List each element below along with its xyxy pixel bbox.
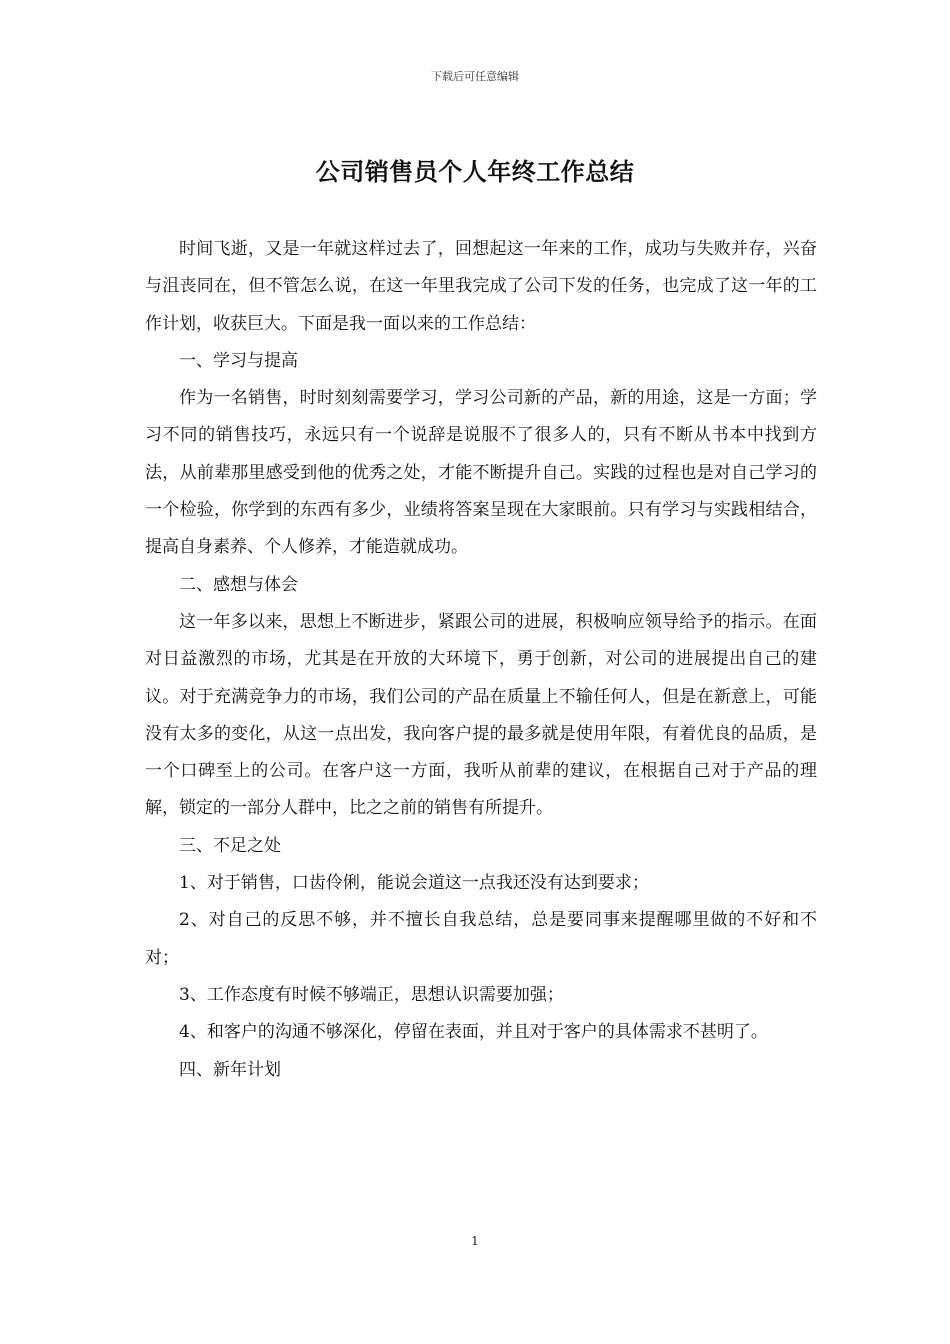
document-body <box>145 231 817 1089</box>
shortcoming-item-3: 3、工作态度有时候不够端正，思想认识需要加强； <box>179 984 564 1005</box>
section-heading-reflections: 二、感想与体会 <box>179 574 298 595</box>
document-title: 公司销售员个人年终工作总结 <box>315 157 635 186</box>
section-heading-shortcomings: 三、不足之处 <box>179 835 281 856</box>
section-heading-new-year-plan: 四、新年计划 <box>179 1059 281 1080</box>
reflections-paragraph: 这一年多以来，思想上不断进步，紧跟公司的进展，积极响应领导给予的指示。在面对日益激烈的市场，尤其是在开放的大环境下，勇于创新，对公司的进展提出自己的建议。对于充满竞争力的市场，我们公司的产品在质量上不输任何人，但是在新意上，可能没有太多的变化，从这一点出发，我向客户提的最多就是使用年限，有着优良的品质，是一个口碑至上的公司。在客户这一方面，我听从前辈的建议，在根据自己对于产品的理解，锁定的一部分人群中，比之之前的销售有所提升。 <box>145 611 817 819</box>
shortcoming-item-1: 1、对于销售，口齿伶俐，能说会道这一点我还没有达到要求； <box>179 873 649 894</box>
intro-paragraph: 时间飞逝，又是一年就这样过去了，回想起这一年来的工作，成功与失败并存，兴奋与沮丧同在，但不管怎么说，在这一年里我完成了公司下发的任务，也完成了这一年的工作计划，收获巨大。下面是我一面以来的工作总结： <box>145 239 817 334</box>
page-number: 1 <box>471 1234 479 1248</box>
shortcoming-item-4: 4、和客户的沟通不够深化，停留在表面，并且对于客户的具体需求不甚明了。 <box>179 1022 768 1043</box>
header-note: 下载后可任意编辑 <box>431 70 519 83</box>
section-heading-learning: 一、学习与提高 <box>179 350 298 371</box>
learning-paragraph: 作为一名销售，时时刻刻需要学习，学习公司新的产品，新的用途，这是一方面；学习不同的销售技巧，永远只有一个说辞是说服不了很多人的，只有不断从书本中找到方法，从前辈那里感受到他的优秀之处，才能不断提升自己。实践的过程也是对自己学习的一个检验，你学到的东西有多少，业绩将答案呈现在大家眼前。只有学习与实践相结合，提高自身素养、个人修养，才能造就成功。 <box>145 388 817 558</box>
shortcoming-item-2: 2、对自己的反思不够，并不擅长自我总结，总是要同事来提醒哪里做的不好和不对； <box>145 910 817 968</box>
